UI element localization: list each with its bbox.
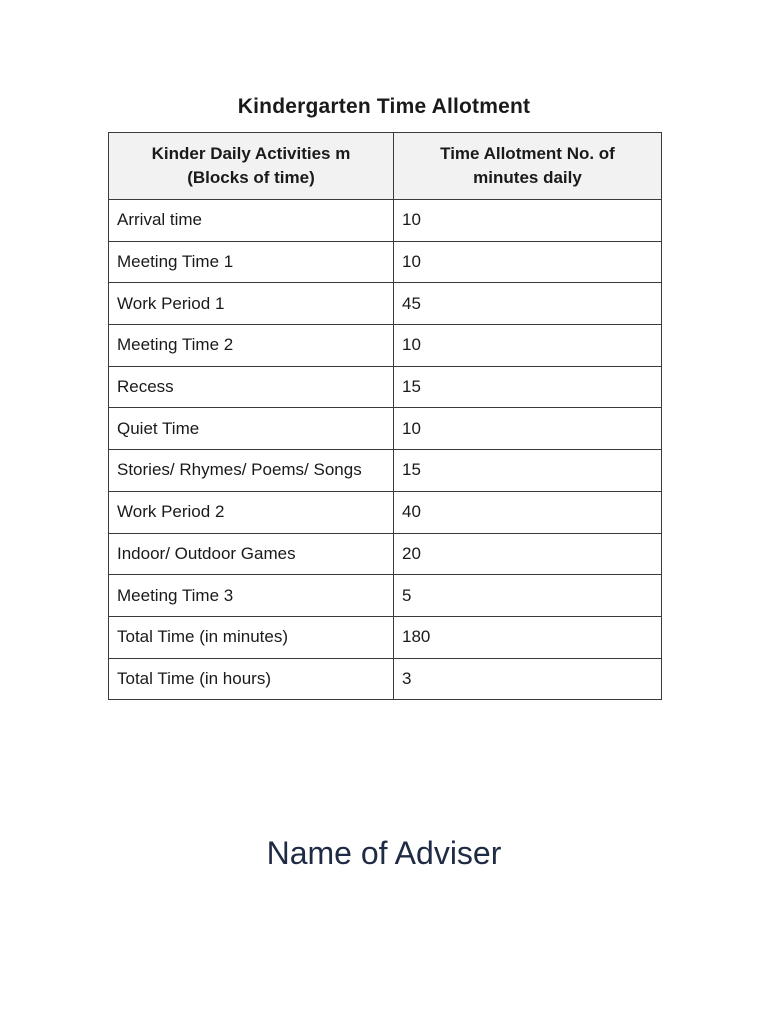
minutes-cell: 10 bbox=[394, 241, 662, 283]
minutes-cell: 20 bbox=[394, 533, 662, 575]
table-header-row bbox=[109, 133, 662, 200]
minutes-cell: 180 bbox=[394, 616, 662, 658]
table-row bbox=[109, 366, 662, 408]
activity-cell: Total Time (in hours) bbox=[109, 658, 394, 700]
table-row bbox=[109, 241, 662, 283]
minutes-cell: 10 bbox=[394, 200, 662, 242]
table-row bbox=[109, 575, 662, 617]
header-minutes bbox=[394, 133, 662, 200]
header-activities-line-2: (Blocks of time) bbox=[187, 168, 315, 187]
adviser-name-label: Name of Adviser bbox=[266, 835, 502, 871]
time-allotment-table bbox=[108, 132, 662, 700]
minutes-cell: 3 bbox=[394, 658, 662, 700]
table-row bbox=[109, 200, 662, 242]
activity-cell: Quiet Time bbox=[109, 408, 394, 450]
activity-cell: Total Time (in minutes) bbox=[109, 616, 394, 658]
minutes-cell: 45 bbox=[394, 283, 662, 325]
header-minutes-line-2: minutes daily bbox=[473, 168, 582, 187]
header-activities-line-1: Kinder Daily Activities m bbox=[151, 144, 351, 163]
header-minutes-line-1: Time Allotment No. of bbox=[440, 144, 615, 163]
header-activities bbox=[109, 133, 394, 200]
activity-cell: Work Period 2 bbox=[109, 491, 394, 533]
activity-cell: Stories/ Rhymes/ Poems/ Songs bbox=[109, 450, 394, 492]
activity-cell: Recess bbox=[109, 366, 394, 408]
activity-cell: Indoor/ Outdoor Games bbox=[109, 533, 394, 575]
activity-cell: Arrival time bbox=[109, 200, 394, 242]
table-row bbox=[109, 450, 662, 492]
activity-cell: Meeting Time 1 bbox=[109, 241, 394, 283]
minutes-cell: 15 bbox=[394, 366, 662, 408]
table-row-total-hours bbox=[109, 658, 662, 700]
activity-cell: Meeting Time 3 bbox=[109, 575, 394, 617]
minutes-cell: 15 bbox=[394, 450, 662, 492]
activity-cell: Work Period 1 bbox=[109, 283, 394, 325]
table-row bbox=[109, 325, 662, 367]
minutes-cell: 5 bbox=[394, 575, 662, 617]
table-row bbox=[109, 491, 662, 533]
table-row bbox=[109, 283, 662, 325]
page-title: Kindergarten Time Allotment bbox=[237, 95, 531, 118]
table-row bbox=[109, 533, 662, 575]
minutes-cell: 10 bbox=[394, 325, 662, 367]
table-row-total-minutes bbox=[109, 616, 662, 658]
activity-cell: Meeting Time 2 bbox=[109, 325, 394, 367]
table-row bbox=[109, 408, 662, 450]
minutes-cell: 10 bbox=[394, 408, 662, 450]
minutes-cell: 40 bbox=[394, 491, 662, 533]
